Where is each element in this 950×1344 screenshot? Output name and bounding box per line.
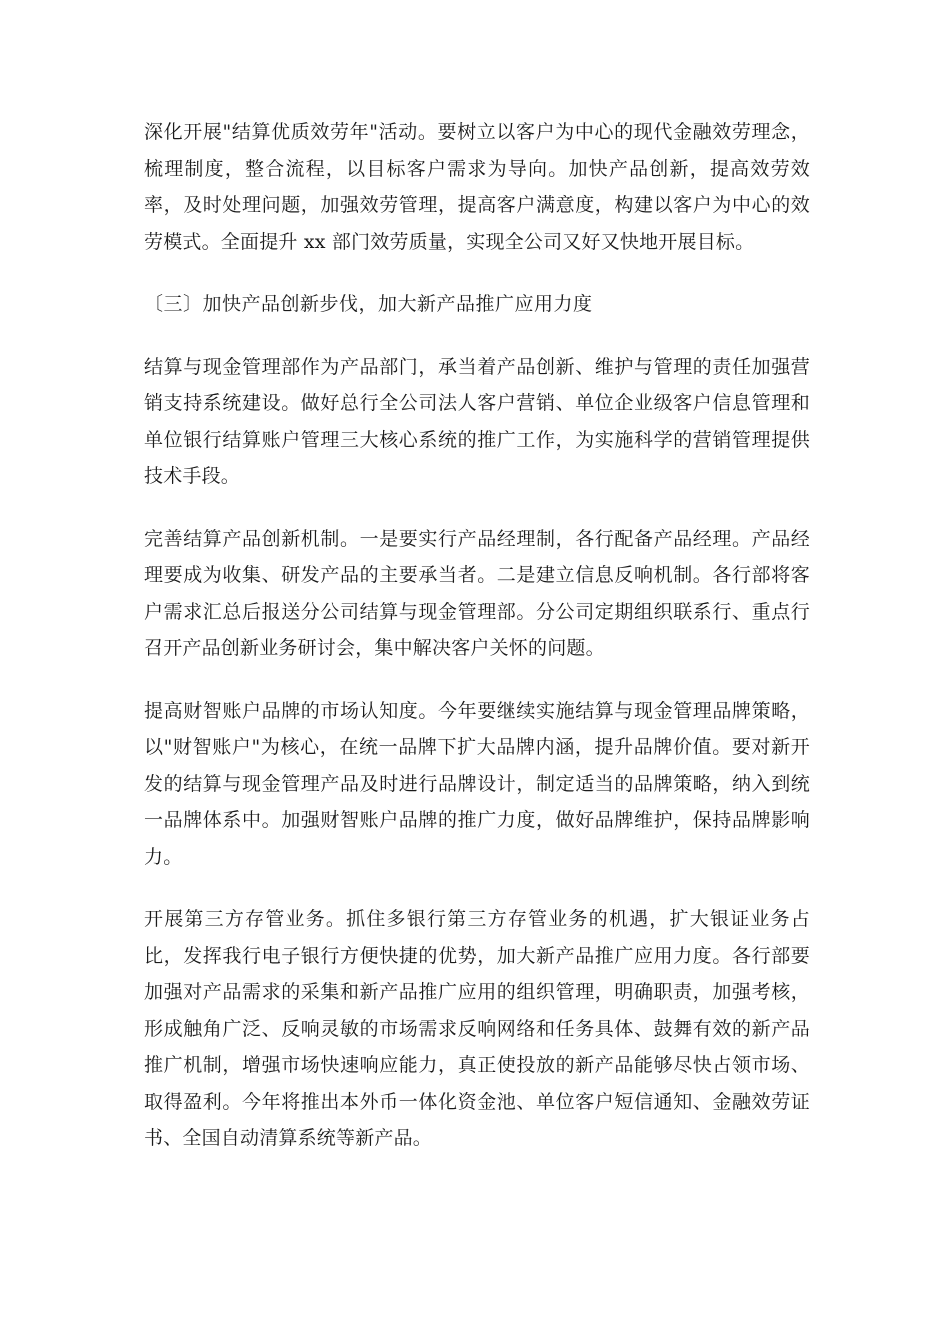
section-heading-three: 〔三〕加快产品创新步伐，加大新产品推广应用力度	[144, 293, 593, 315]
paragraph-innovation-mechanism: 完善结算产品创新机制。一是要实行产品经理制，各行配备产品经理。产品经理要成为收集、研发产品的主要承当者。二是建立信息反响机制。各行部将客户需求汇总后报送分公司结算与现金管理部。分公司定期组织联系行、重点行召开产品创新业务研讨会，集中解决客户关怀的问题。	[144, 527, 810, 659]
paragraph-product-department: 结算与现金管理部作为产品部门，承当着产品创新、维护与管理的责任加强营销支持系统建设。做好总行全公司法人客户营销、单位企业级客户信息管理和单位银行结算账户管理三大核心系统的推广工作，为实施科学的营销管理提供技术手段。	[144, 355, 810, 487]
document-body	[144, 114, 810, 1183]
paragraph-service-year: 深化开展"结算优质效劳年"活动。要树立以客户为中心的现代金融效劳理念，梳理制度，整合流程，以目标客户需求为导向。加快产品创新，提高效劳效率，及时处理问题，加强效劳管理，提高客户满意度，构建以客户为中心的效劳模式。全面提升 xx 部门效劳质量，实现全公司又好又快地开展目标。	[144, 121, 810, 253]
paragraph-brand-awareness: 提高财智账户品牌的市场认知度。今年要继续实施结算与现金管理品牌策略，以"财智账户"为核心，在统一品牌下扩大品牌内涵，提升品牌价值。要对新开发的结算与现金管理产品及时进行品牌设计，制定适当的品牌策略，纳入到统一品牌体系中。加强财智账户品牌的推广力度，做好品牌维护，保持品牌影响力。	[144, 699, 810, 868]
paragraph-third-party-custody: 开展第三方存管业务。抓住多银行第三方存管业务的机遇，扩大银证业务占比，发挥我行电子银行方便快捷的优势，加大新产品推广应用力度。各行部要加强对产品需求的采集和新产品推广应用的组织管理，明确职责，加强考核，形成触角广泛、反响灵敏的市场需求反响网络和任务具体、鼓舞有效的新产品推广机制，增强市场快速响应能力，真正使投放的新产品能够尽快占领市场、取得盈利。今年将推出本外币一体化资金池、单位客户短信通知、金融效劳证书、全国自动清算系统等新产品。	[144, 908, 810, 1149]
